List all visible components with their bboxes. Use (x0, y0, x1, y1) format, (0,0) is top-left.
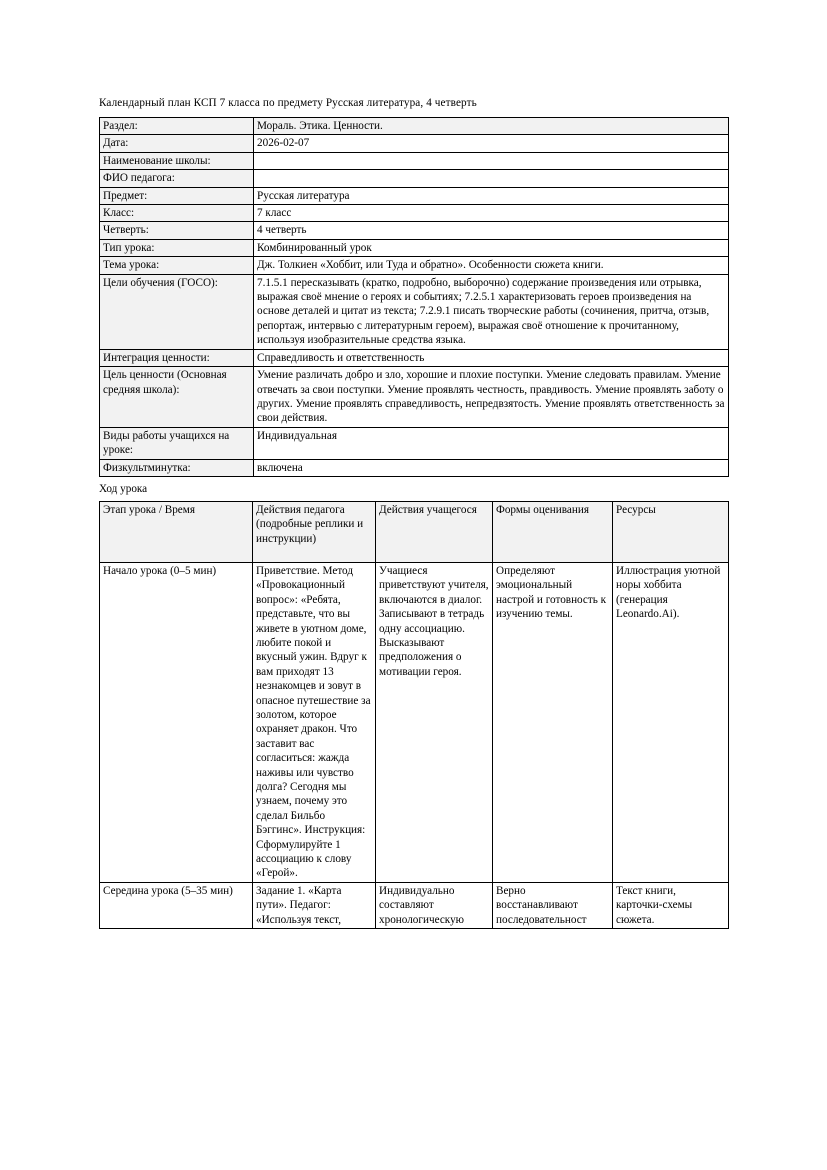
table-row (100, 239, 729, 256)
column-header-resources: Ресурсы (613, 501, 729, 562)
info-value-subject: Русская литература (254, 187, 729, 204)
info-value-work-types: Индивидуальная (254, 427, 729, 459)
info-value-value-integration: Справедливость и ответственность (254, 349, 729, 366)
table-row (100, 118, 729, 135)
column-header-assessment-forms: Формы оценивания (493, 501, 613, 562)
cell-stage-start: Начало урока (0–5 мин) (100, 562, 253, 882)
cell-student-middle: Индивидуально составляют хронологическую (376, 882, 493, 928)
table-row (100, 187, 729, 204)
info-label-physical-break: Физкультминутка: (100, 459, 254, 476)
table-header-row (100, 501, 729, 562)
info-label-work-types: Виды работы учащихся на уроке: (100, 427, 254, 459)
cell-assessment-middle: Верно восстанавливают последовательност (493, 882, 613, 928)
section-heading-lesson-flow: Ход урока (99, 482, 148, 495)
table-row (100, 274, 729, 349)
lesson-info-table (99, 117, 729, 477)
table-row (100, 135, 729, 152)
page-title: Календарный план КСП 7 класса по предмету Русская литература, 4 четверть (99, 97, 477, 109)
table-row (100, 222, 729, 239)
info-label-school: Наименование школы: (100, 152, 254, 169)
info-label-data: Дата: (100, 135, 254, 152)
cell-resources-middle: Текст книги, карточки-схемы сюжета. (613, 882, 729, 928)
table-row (100, 349, 729, 366)
info-value-learning-goals: 7.1.5.1 пересказывать (кратко, подробно, выборочно) содержание произведения или отрывка, выражая своё мнение о героях и событиях; 7.2.5.1 характеризовать героев произведения на основе деталей и цитат из текста; 7.2.9.1 писать творческие работы (сочинения, притча, отзыв, репортаж, интервью с литературным героем), выражая своё отношение к прочитанному, используя изобразительные средства языка. (254, 274, 729, 349)
cell-teacher-middle: Задание 1. «Карта пути». Педагог: «Используя текст, (253, 882, 376, 928)
info-value-teacher-name (254, 170, 729, 187)
cell-teacher-start: Приветствие. Метод «Провокационный вопрос»: «Ребята, представьте, что вы живете в уютном доме, любите покой и вкусный ужин. Вдруг к вам приходят 13 незнакомцев и зовут в опасное путешествие за золотом, которое охраняет дракон. Что заставит вас согласиться: жажда наживы или чувство долга? Сегодня мы узнаем, почему это сделал Бильбо Бэггинс». Инструкция: Сформулируйте 1 ассоциацию к слову «Герой». (253, 562, 376, 882)
info-label-class: Класс: (100, 205, 254, 222)
column-header-teacher-actions: Действия педагога (подробные реплики и инструкции) (253, 501, 376, 562)
info-label-value-goal: Цель ценности (Основная средняя школа): (100, 367, 254, 428)
cell-resources-start: Иллюстрация уютной норы хоббита (генерация Leonardo.Ai). (613, 562, 729, 882)
info-label-lesson-topic: Тема урока: (100, 257, 254, 274)
table-row (100, 367, 729, 428)
info-value-class: 7 класс (254, 205, 729, 222)
info-value-physical-break: включена (254, 459, 729, 476)
lesson-info-body (100, 118, 729, 477)
info-label-quarter: Четверть: (100, 222, 254, 239)
cell-student-start: Учащиеся приветствуют учителя, включаются в диалог. Записывают в тетрадь одну ассоциацию. Высказывают предположения о мотивации героя. (376, 562, 493, 882)
info-value-quarter: 4 четверть (254, 222, 729, 239)
cell-stage-middle: Середина урока (5–35 мин) (100, 882, 253, 928)
info-label-subject: Предмет: (100, 187, 254, 204)
info-label-learning-goals: Цели обучения (ГОСО): (100, 274, 254, 349)
table-row (100, 882, 729, 928)
table-row (100, 257, 729, 274)
info-value-razdel: Мораль. Этика. Ценности. (254, 118, 729, 135)
lesson-flow-table (99, 501, 729, 929)
table-row (100, 170, 729, 187)
info-value-lesson-type: Комбинированный урок (254, 239, 729, 256)
cell-assessment-start: Определяют эмоциональный настрой и готовность к изучению темы. (493, 562, 613, 882)
table-row (100, 562, 729, 882)
info-value-data: 2026-02-07 (254, 135, 729, 152)
info-label-razdel: Раздел: (100, 118, 254, 135)
column-header-stage-label: Этап урока / Время (103, 503, 195, 516)
table-row (100, 427, 729, 459)
info-label-value-integration: Интеграция ценности: (100, 349, 254, 366)
lesson-flow-header (100, 501, 729, 562)
info-value-value-goal: Умение различать добро и зло, хорошие и плохие поступки. Умение следовать правилам. Умение отвечать за свои поступки. Умение проявлять честность, правдивость. Умение проявлять заботу о других. Умение проявлять справедливость, непредвзятость. Умение проявлять ответственность за свои действия. (254, 367, 729, 428)
lesson-flow-body (100, 562, 729, 928)
table-row (100, 152, 729, 169)
info-value-lesson-topic: Дж. Толкиен «Хоббит, или Туда и обратно». Особенности сюжета книги. (254, 257, 729, 274)
table-row (100, 459, 729, 476)
info-label-lesson-type: Тип урока: (100, 239, 254, 256)
info-label-teacher-name: ФИО педагога: (100, 170, 254, 187)
table-row (100, 205, 729, 222)
info-value-school (254, 152, 729, 169)
column-header-stage (100, 501, 253, 562)
column-header-student-actions: Действия учащегося (376, 501, 493, 562)
document-content (99, 96, 729, 929)
